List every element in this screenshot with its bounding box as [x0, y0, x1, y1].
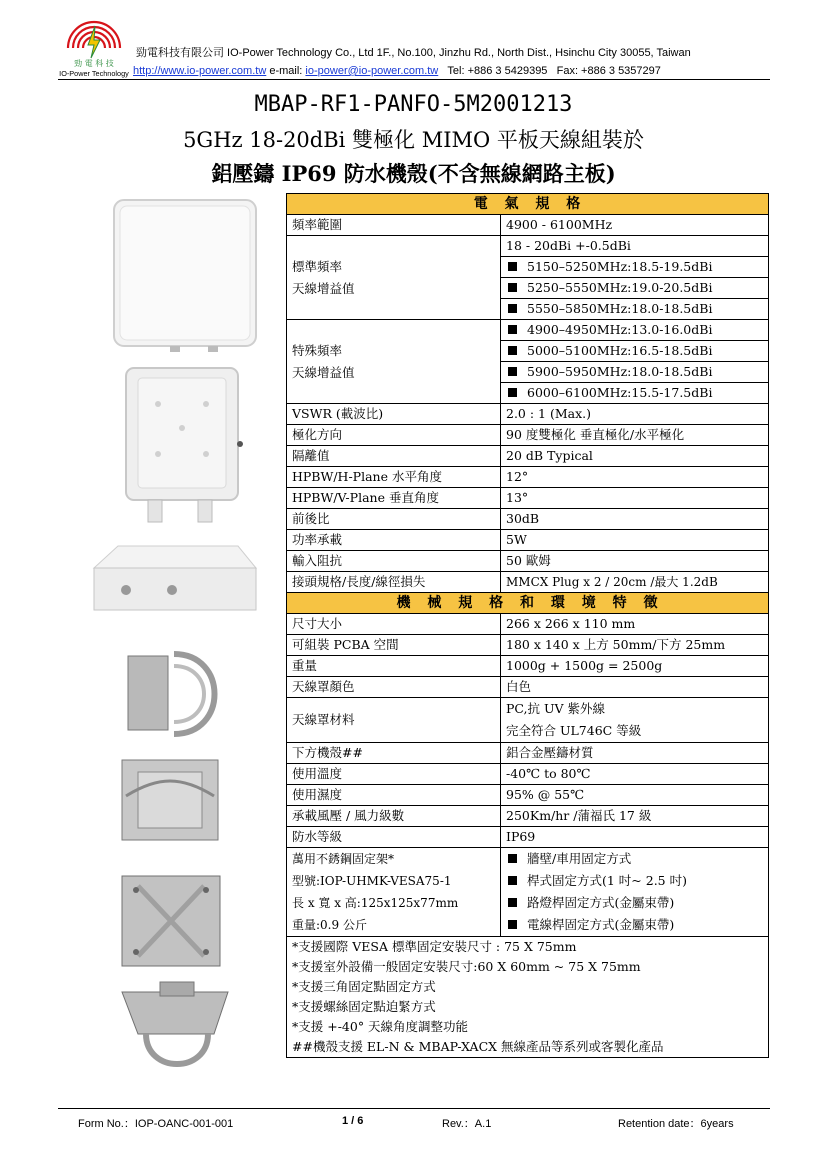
table-row	[287, 785, 769, 806]
antenna-back-photo	[118, 364, 248, 536]
row-label: HPBW/H-Plane 水平角度	[287, 467, 501, 488]
bullet-icon	[508, 920, 517, 929]
row-label: 防水等級	[287, 827, 501, 848]
row-value	[501, 698, 769, 743]
row-value: 5900–5950MHz:18.0-18.5dBi	[501, 362, 769, 383]
row-label: 天線罩顏色	[287, 677, 501, 698]
section-header-row	[287, 194, 769, 215]
row-label: 使用濕度	[287, 785, 501, 806]
row-label	[287, 320, 501, 404]
row-label: 天線罩材料	[287, 698, 501, 743]
table-row	[287, 827, 769, 848]
row-value: 12°	[501, 467, 769, 488]
table-row	[287, 215, 769, 236]
row-value: 4900 - 6100MHz	[501, 215, 769, 236]
bracket-label-cell	[287, 848, 501, 937]
table-row	[287, 806, 769, 827]
product-title-line2: 鋁壓鑄 IP69 防水機殼(不含無線網路主板)	[211, 161, 616, 186]
page-footer	[58, 1108, 770, 1130]
row-value: 250Km/hr /蒲福氏 17 級	[501, 806, 769, 827]
table-row	[287, 848, 769, 937]
bracket-value: 牆壁/車用固定方式	[506, 848, 768, 870]
header-divider	[58, 79, 770, 80]
radome-value-1: PC,抗 UV 紫外線	[506, 701, 606, 716]
note-line: *支援 +-40° 天線角度調整功能	[292, 1019, 469, 1034]
special-gain-label-2: 天線增益值	[292, 364, 355, 380]
revision: Rev.：A.1	[442, 1118, 492, 1130]
fax-text: Fax: +886 3 5357297	[556, 65, 661, 77]
form-number: Form No.：IOP-OANC-001-001	[78, 1118, 234, 1130]
email-link[interactable]: io-power@io-power.com.tw	[305, 65, 439, 77]
row-label: 使用溫度	[287, 764, 501, 785]
row-value: 95% @ 55℃	[501, 785, 769, 806]
company-logo	[58, 14, 130, 78]
row-label: 隔離值	[287, 446, 501, 467]
table-row	[287, 467, 769, 488]
table-row	[287, 404, 769, 425]
website-link[interactable]: http://www.io-power.com.tw	[133, 65, 267, 77]
row-label: 可組裝 PCBA 空間	[287, 635, 501, 656]
row-value: 13°	[501, 488, 769, 509]
table-row	[287, 764, 769, 785]
row-value: 鋁合金壓鑄材質	[501, 743, 769, 764]
row-label: HPBW/V-Plane 垂直角度	[287, 488, 501, 509]
retention-date: Retention date：6years	[618, 1118, 734, 1130]
antenna-front-photo	[110, 196, 260, 354]
row-value: 5250–5550MHz:19.0-20.5dBi	[501, 278, 769, 299]
row-label: 重量	[287, 656, 501, 677]
section-header-row	[287, 593, 769, 614]
table-row	[287, 698, 769, 743]
row-value: 50 歐姆	[501, 551, 769, 572]
bracket-value-cell	[501, 848, 769, 937]
bullet-icon	[508, 262, 517, 271]
row-value: 90 度雙極化 垂直極化/水平極化	[501, 425, 769, 446]
row-label: 承載風壓 / 風力級數	[287, 806, 501, 827]
company-address: 勁電科技有限公司 IO-Power Technology Co., Ltd 1F., No.100, Jinzhu Rd., North Dist., Hsinchu City 30055, Taiwan	[136, 47, 691, 59]
table-row	[287, 236, 769, 257]
table-row	[287, 509, 769, 530]
row-value: 6000–6100MHz:15.5-17.5dBi	[501, 383, 769, 404]
bullet-icon	[508, 304, 517, 313]
notes-row	[287, 937, 769, 1058]
bullet-icon	[508, 283, 517, 292]
row-value: 20 dB Typical	[501, 446, 769, 467]
spec-table	[286, 193, 769, 1058]
row-label: 下方機殼##	[287, 743, 501, 764]
mechanical-section-title: 機 械 規 格 和 環 境 特 徵	[287, 593, 769, 614]
row-label: 輸入阻抗	[287, 551, 501, 572]
table-row	[287, 320, 769, 341]
row-label: 極化方向	[287, 425, 501, 446]
bracket-value: 電線桿固定方式(金屬束帶)	[506, 914, 768, 936]
notes-cell	[287, 937, 769, 1058]
row-value: 30dB	[501, 509, 769, 530]
table-row	[287, 551, 769, 572]
bracket-photo-2	[118, 756, 222, 844]
row-value: 266 x 266 x 110 mm	[501, 614, 769, 635]
row-value: 5550–5850MHz:18.0-18.5dBi	[501, 299, 769, 320]
row-label: 前後比	[287, 509, 501, 530]
bracket-label: 萬用不銹鋼固定架*	[292, 852, 395, 866]
row-value: 18 - 20dBi +-0.5dBi	[501, 236, 769, 257]
bracket-label: 長 x 寬 x 高:125x125x77mm	[292, 896, 459, 910]
row-label: 接頭規格/長度/線徑損失	[287, 572, 501, 593]
row-value: 5000–5100MHz:16.5-18.5dBi	[501, 341, 769, 362]
bullet-icon	[508, 346, 517, 355]
bullet-icon	[508, 388, 517, 397]
row-value: MMCX Plug x 2 / 20cm /最大 1.2dB	[501, 572, 769, 593]
bullet-icon	[508, 325, 517, 334]
antenna-side-photo	[88, 540, 260, 616]
row-value: 180 x 140 x 上方 50mm/下方 25mm	[501, 635, 769, 656]
row-label: VSWR (載波比)	[287, 404, 501, 425]
table-row	[287, 530, 769, 551]
contact-line	[133, 65, 661, 77]
bracket-value: 桿式固定方式(1 吋~ 2.5 吋)	[506, 870, 768, 892]
letterhead	[58, 14, 778, 80]
table-row	[287, 614, 769, 635]
table-row	[287, 677, 769, 698]
table-row	[287, 635, 769, 656]
row-label	[287, 236, 501, 320]
bullet-icon	[508, 854, 517, 863]
row-value: 5150–5250MHz:18.5-19.5dBi	[501, 257, 769, 278]
bullet-icon	[508, 367, 517, 376]
page-number: 1 / 6	[342, 1115, 364, 1127]
bracket-value: 路燈桿固定方式(金屬束帶)	[506, 892, 768, 914]
bracket-label: 重量:0.9 公斤	[292, 918, 367, 932]
logo-subtext: IO-Power Technology	[59, 69, 129, 78]
table-row	[287, 425, 769, 446]
email-label: e-mail:	[269, 65, 303, 77]
model-title: MBAP-RF1-PANFO-5M2001213	[254, 92, 573, 117]
row-value: 1000g + 1500g = 2500g	[501, 656, 769, 677]
table-row	[287, 488, 769, 509]
note-line: *支援國際 VESA 標準固定安裝尺寸 : 75 X 75mm	[292, 939, 577, 954]
note-line: *支援室外設備一般固定安裝尺寸:60 X 60mm ~ 75 X 75mm	[292, 959, 641, 974]
row-value: -40℃ to 80℃	[501, 764, 769, 785]
table-row	[287, 743, 769, 764]
bracket-photo-1	[118, 646, 226, 742]
logo-text: 勁 電 科 技	[74, 59, 114, 68]
bullet-icon	[508, 898, 517, 907]
row-value: 2.0 : 1 (Max.)	[501, 404, 769, 425]
row-value: 5W	[501, 530, 769, 551]
tel-text: Tel: +886 3 5429395	[447, 65, 548, 77]
product-title-line1: 5GHz 18-20dBi 雙極化 MIMO 平板天線組裝於	[183, 128, 644, 152]
row-value: 白色	[501, 677, 769, 698]
table-row	[287, 572, 769, 593]
bracket-label: 型號:IOP-UHMK-VESA75-1	[292, 874, 452, 888]
bracket-photo-3	[118, 872, 224, 970]
note-line: ##機殼支援 EL-N & MBAP-XACX 無線產品等系列或客製化產品	[292, 1039, 664, 1054]
special-gain-label-1: 特殊頻率	[292, 342, 343, 358]
row-value: IP69	[501, 827, 769, 848]
electrical-section-title: 電 氣 規 格	[287, 194, 769, 215]
bullet-icon	[508, 876, 517, 885]
bracket-photo-4	[118, 978, 236, 1078]
row-value: 4900–4950MHz:13.0-16.0dBi	[501, 320, 769, 341]
radome-value-2: 完全符合 UL746C 等級	[506, 723, 642, 738]
std-gain-label-2: 天線增益值	[292, 280, 355, 296]
note-line: *支援三角固定點固定方式	[292, 979, 436, 994]
row-label: 頻率範圍	[287, 215, 501, 236]
note-line: *支援螺絲固定點迫緊方式	[292, 999, 436, 1014]
std-gain-label-1: 標準頻率	[292, 258, 343, 274]
table-row	[287, 656, 769, 677]
row-label: 尺寸大小	[287, 614, 501, 635]
table-row	[287, 446, 769, 467]
row-label: 功率承載	[287, 530, 501, 551]
